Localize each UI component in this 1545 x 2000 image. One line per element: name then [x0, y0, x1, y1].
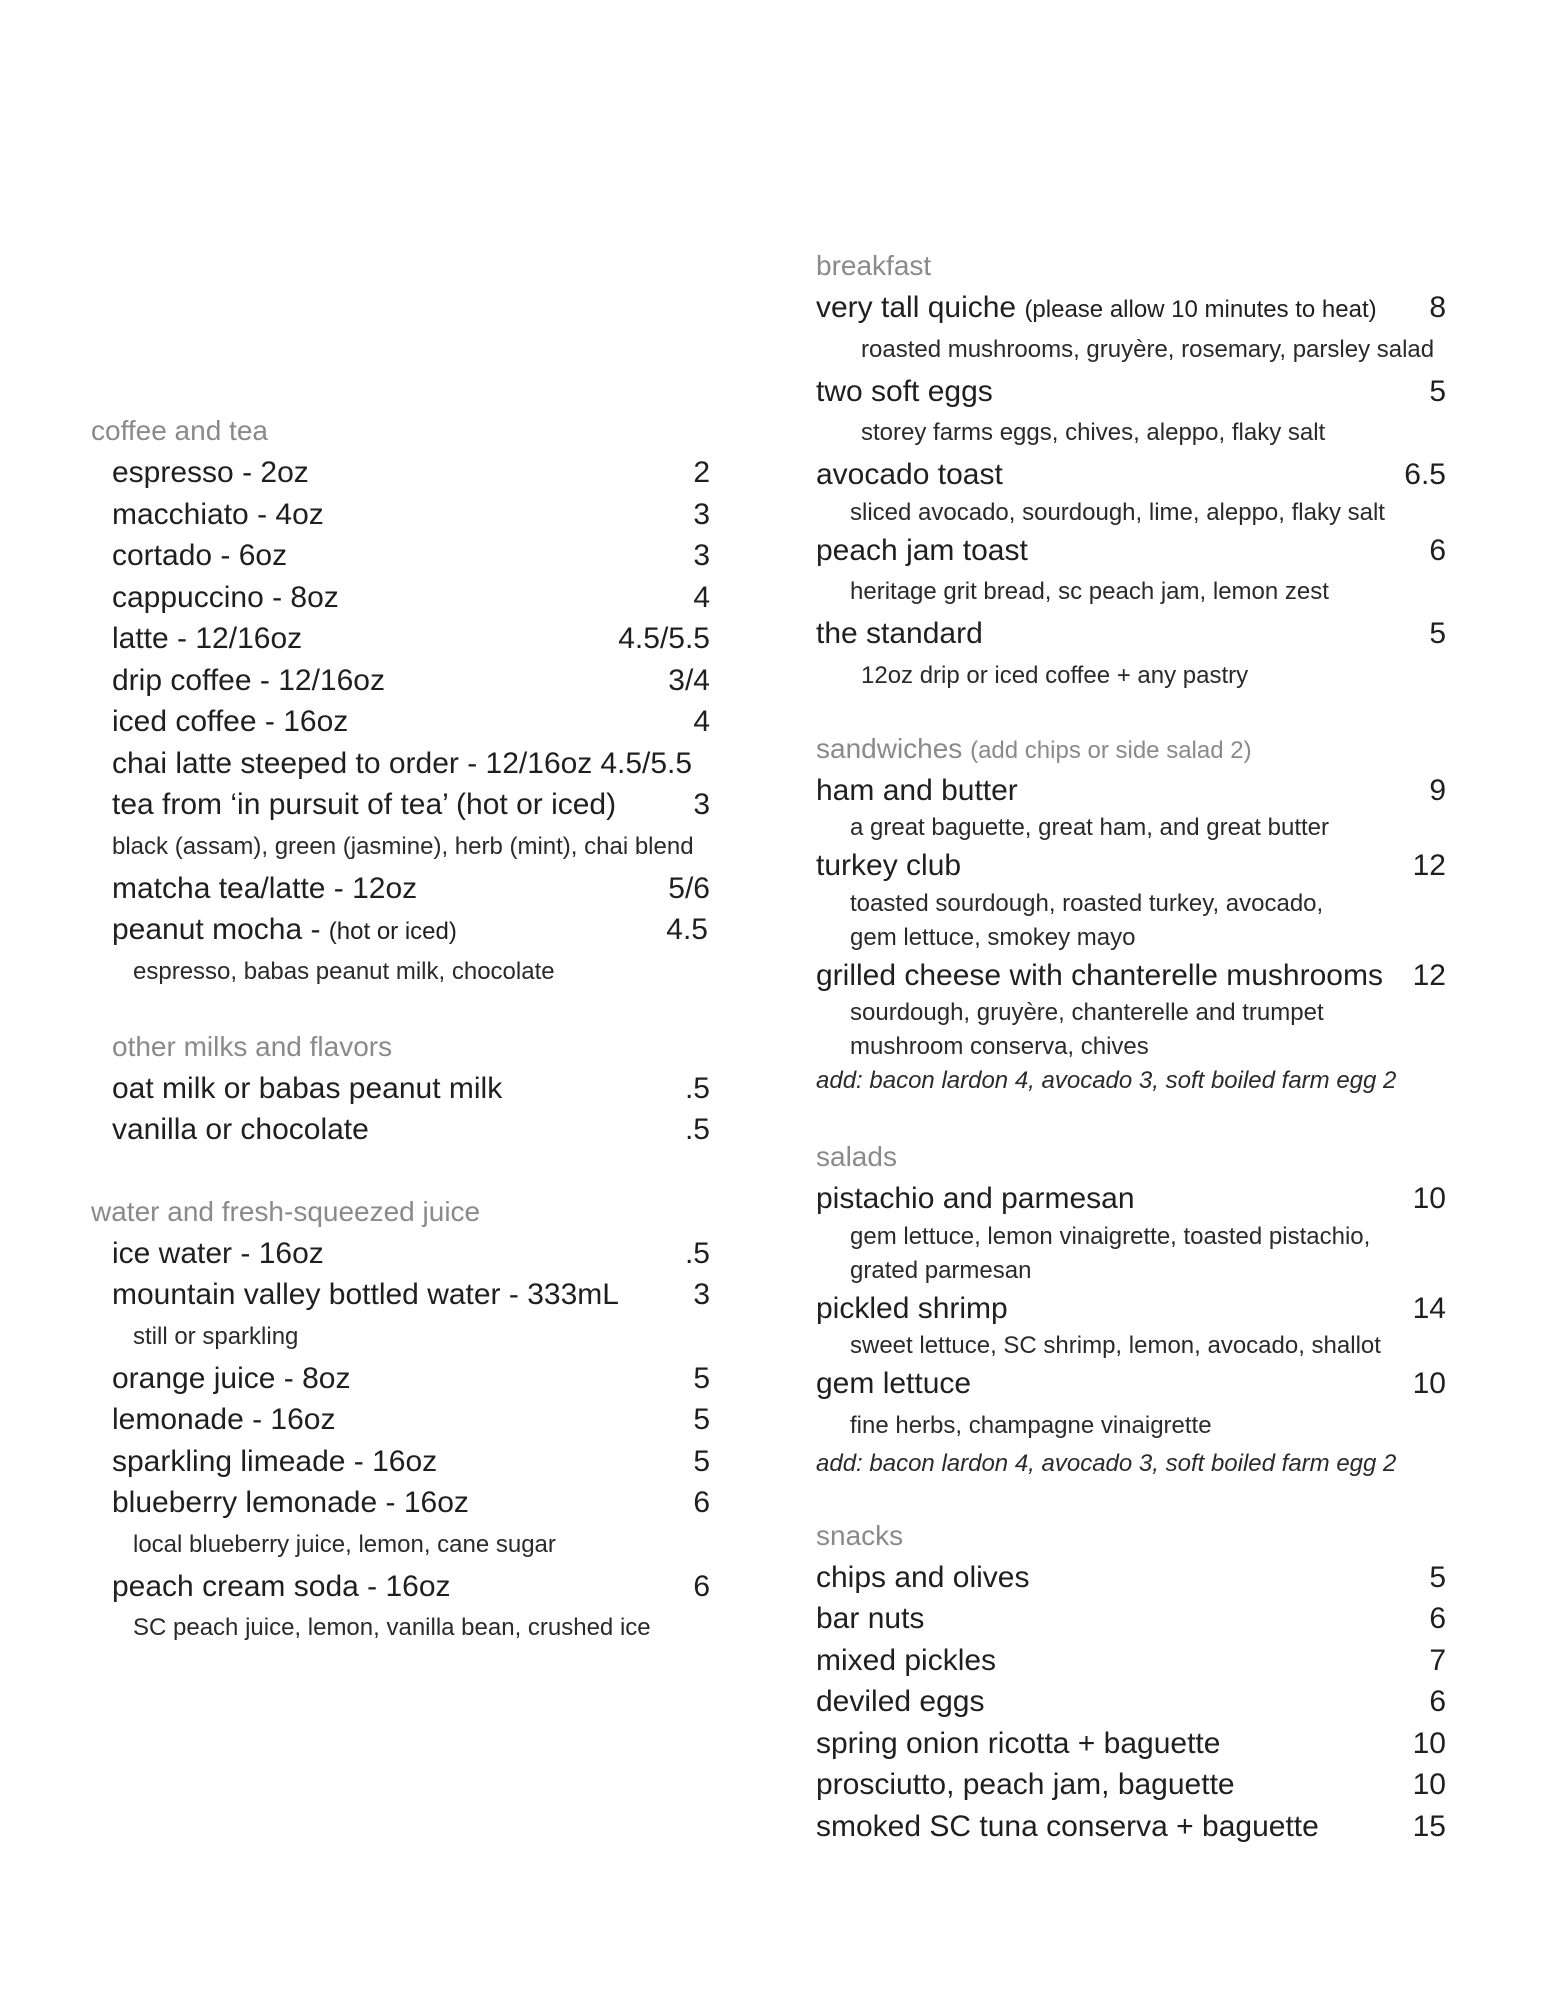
item-description: gem lettuce, smokey mayo [850, 923, 1136, 951]
menu-item: peach jam toast 6 [816, 533, 1446, 567]
menu-item: mountain valley bottled water - 333mL 3 [112, 1278, 710, 1311]
menu-item: very tall quiche (please allow 10 minutes to heat) 8 [816, 291, 1446, 324]
item-description: SC peach juice, lemon, vanilla bean, crushed ice [133, 1614, 651, 1641]
item-description: sweet lettuce, SC shrimp, lemon, avocado, shallot [850, 1332, 1381, 1359]
sandwiches-section [816, 728, 1446, 1099]
snacks-section [816, 1515, 1446, 1848]
section-title-water: water and fresh-squeezed juice [91, 1195, 481, 1227]
menu-item: prosciutto, peach jam, baguette 10 [816, 1768, 1446, 1801]
menu-item: mixed pickles 7 [816, 1643, 1446, 1677]
menu-item: latte - 12/16oz 4.5/5.5 [112, 622, 710, 655]
menu-item: smoked SC tuna conserva + baguette 15 [816, 1809, 1446, 1843]
item-description: a great baguette, great ham, and great butter [850, 814, 1329, 841]
section-title-salads: salads [816, 1141, 897, 1172]
menu-item: vanilla or chocolate .5 [112, 1113, 710, 1146]
menu-item: pistachio and parmesan 10 [816, 1182, 1446, 1215]
menu-item: ham and butter 9 [816, 773, 1446, 807]
menu-item: blueberry lemonade - 16oz 6 [112, 1486, 710, 1519]
menu-item: espresso - 2oz 2 [112, 456, 710, 489]
menu-item: chai latte steeped to order - 12/16oz 4.5/5.5 [112, 746, 693, 780]
menu-item: orange juice - 8oz 5 [112, 1361, 710, 1395]
menu-item: peach cream soda - 16oz 6 [112, 1569, 710, 1603]
item-description: local blueberry juice, lemon, cane sugar [133, 1530, 556, 1558]
menu-item: pickled shrimp 14 [816, 1291, 1446, 1325]
menu-item: deviled eggs 6 [816, 1685, 1446, 1718]
menu-item: macchiato - 4oz 3 [112, 497, 710, 531]
menu-item: oat milk or babas peanut milk .5 [112, 1071, 710, 1105]
menu-item: two soft eggs 5 [816, 374, 1446, 408]
menu-item: iced coffee - 16oz 4 [112, 705, 710, 738]
menu-item: the standard 5 [816, 617, 1446, 650]
breakfast-section [816, 245, 1446, 697]
item-description: grated parmesan [850, 1256, 1032, 1284]
section-title-snacks: snacks [816, 1519, 904, 1551]
item-description: heritage grit bread, sc peach jam, lemon zest [850, 578, 1329, 605]
menu-item: grilled cheese with chanterelle mushrooms 12 [816, 958, 1446, 992]
item-description: still or sparkling [133, 1322, 299, 1350]
item-description: black (assam), green (jasmine), herb (mint), chai blend [112, 832, 694, 860]
menu-item: tea from ‘in pursuit of tea’ (hot or iced) 3 [112, 788, 710, 821]
menu-item: chips and olives 5 [816, 1560, 1446, 1594]
item-description: storey farms eggs, chives, aleppo, flaky salt [861, 419, 1326, 446]
item-description: roasted mushrooms, gruyère, rosemary, parsley salad [861, 335, 1435, 363]
menu-item: peanut mocha - (hot or iced) 4.5 [112, 913, 708, 946]
menu-item: drip coffee - 12/16oz 3/4 [112, 663, 710, 697]
item-description: sliced avocado, sourdough, lime, aleppo, flaky salt [850, 498, 1385, 526]
add-ons-note: add: bacon lardon 4, avocado 3, soft boiled farm egg 2 [816, 1449, 1397, 1477]
item-description: gem lettuce, lemon vinaigrette, toasted pistachio, [850, 1222, 1371, 1250]
item-description: sourdough, gruyère, chanterelle and trumpet [850, 999, 1324, 1026]
water-section [91, 1191, 711, 1650]
menu-item: bar nuts 6 [816, 1602, 1446, 1635]
menu-item: matcha tea/latte - 12oz 5/6 [112, 871, 710, 905]
salads-section [816, 1136, 1446, 1481]
right-column [816, 245, 1446, 1847]
item-description: espresso, babas peanut milk, chocolate [133, 957, 555, 985]
left-column [91, 410, 711, 1649]
add-ons-note: add: bacon lardon 4, avocado 3, soft boiled farm egg 2 [816, 1067, 1397, 1094]
menu-item: ice water - 16oz .5 [112, 1236, 710, 1270]
section-title-coffee-tea: coffee and tea [91, 415, 268, 446]
section-title-breakfast: breakfast [816, 250, 932, 281]
menu-item: avocado toast 6.5 [816, 458, 1446, 491]
menu-item: sparkling limeade - 16oz 5 [112, 1444, 710, 1478]
item-description: 12oz drip or iced coffee + any pastry [861, 661, 1249, 689]
menu-item: cortado - 6oz 3 [112, 539, 710, 572]
menu-item: cappuccino - 8oz 4 [112, 580, 710, 614]
menu-item: spring onion ricotta + baguette 10 [816, 1726, 1446, 1760]
menu-item: turkey club 12 [816, 849, 1446, 882]
item-description: toasted sourdough, roasted turkey, avocado, [850, 889, 1324, 917]
menu-item: gem lettuce 10 [816, 1367, 1446, 1400]
item-description: mushroom conserva, chives [850, 1033, 1149, 1060]
milks-section [91, 1026, 710, 1151]
section-title-milks: other milks and flavors [112, 1030, 393, 1062]
coffee-tea-section [91, 410, 711, 993]
item-description: fine herbs, champagne vinaigrette [850, 1411, 1212, 1439]
section-title-sandwiches: sandwiches (add chips or side salad 2) [816, 732, 1252, 764]
menu-item: lemonade - 16oz 5 [112, 1403, 710, 1436]
